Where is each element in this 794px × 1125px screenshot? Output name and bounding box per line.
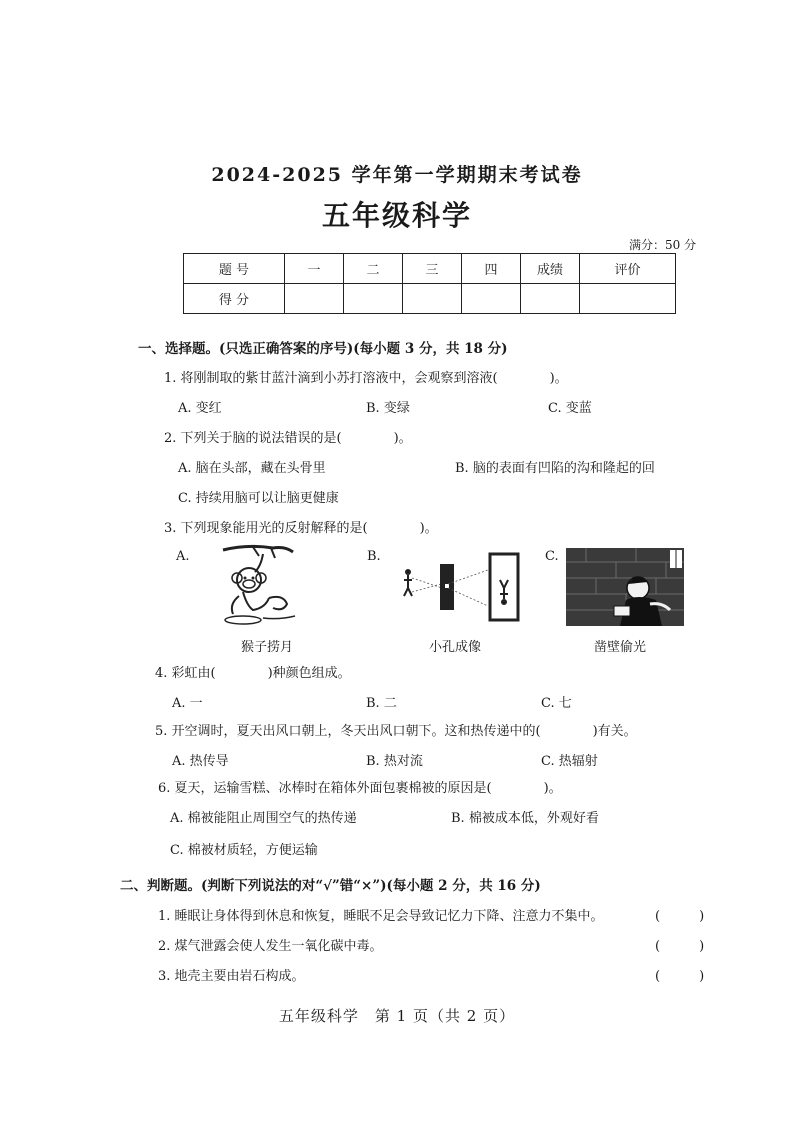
chiseling-wall-illustration [566,548,684,626]
judge-item: 3. 地壳主要由岩石构成。 [158,969,305,984]
score-header-cell: 成绩 [521,254,580,284]
score-row-label: 得 分 [184,284,285,314]
q1-option-a: A. 变红 [178,401,222,416]
q6-option-a: A. 棉被能阻止周围空气的热传递 [170,811,357,826]
score-table [183,253,676,314]
pinhole-imaging-illustration [398,552,526,622]
score-cell [344,284,403,314]
score-cell [521,284,580,314]
score-header-cell: 一 [285,254,344,284]
page-footer: 五年级科学 第 1 页（共 2 页） [278,1007,516,1025]
score-cell [285,284,344,314]
q1-option-c: C. 变蓝 [548,401,592,416]
q4-option-b: B. 二 [366,696,397,711]
score-cell [462,284,521,314]
q5-option-b: B. 热对流 [366,754,423,769]
score-cell [403,284,462,314]
q3-caption-c: 凿壁偷光 [594,640,647,655]
score-header-cell: 评价 [580,254,676,284]
q2-option-c: C. 持续用脑可以让脑更健康 [178,491,339,506]
q3-caption-a: 猴子捞月 [241,640,294,655]
judge-item: 1. 睡眠让身体得到休息和恢复，睡眠不足会导致记忆力下降、注意力不集中。 [158,909,604,924]
q6-option-b: B. 棉被成本低，外观好看 [451,811,599,826]
q6-stem: 6. 夏天，运输雪糕、冰棒时在箱体外面包裹棉被的原因是( )。 [158,781,562,796]
score-header-cell: 题 号 [184,254,285,284]
score-cell [580,284,676,314]
q3-option-a: A. [176,549,190,564]
q1-stem: 1. 将刚制取的紫甘蓝汁滴到小苏打溶液中，会观察到溶液( )。 [164,371,568,386]
q4-stem: 4. 彩虹由( )种颜色组成。 [155,666,351,681]
q6-option-c: C. 棉被材质轻，方便运输 [170,843,318,858]
answer-paren: ( ) [655,909,705,924]
q2-option-b: B. 脑的表面有凹陷的沟和隆起的回 [455,461,655,476]
judge-item: 2. 煤气泄露会使人发生一氧化碳中毒。 [158,939,383,954]
exam-title: 2024-2025 学年第一学期期末考试卷 [211,164,583,186]
q2-option-a: A. 脑在头部，藏在头骨里 [178,461,326,476]
q3-option-c: C. [545,549,559,564]
section1-heading: 一、选择题。(只选正确答案的序号)(每小题 3 分，共 18 分) [138,341,508,357]
q5-option-c: C. 热辐射 [541,754,598,769]
q4-option-a: A. 一 [172,696,203,711]
q3-caption-b: 小孔成像 [429,640,482,655]
q1-option-b: B. 变绿 [366,401,410,416]
q5-stem: 5. 开空调时，夏天出风口朝上，冬天出风口朝下。这和热传递中的( )有关。 [155,724,637,739]
monkey-moon-illustration [213,542,303,628]
score-header-cell: 四 [462,254,521,284]
q3-stem: 3. 下列现象能用光的反射解释的是( )。 [164,521,438,536]
answer-paren: ( ) [655,939,705,954]
exam-subject: 五年级科学 [321,199,472,232]
score-header-cell: 三 [403,254,462,284]
score-header-cell: 二 [344,254,403,284]
q3-option-b: B. [367,549,381,564]
q5-option-a: A. 热传导 [172,754,229,769]
q4-option-c: C. 七 [541,696,572,711]
answer-paren: ( ) [655,969,705,984]
full-mark: 满分：50 分 [629,238,697,252]
q2-stem: 2. 下列关于脑的说法错误的是( )。 [164,431,412,446]
section2-heading: 二、判断题。(判断下列说法的对“√”错“×”)(每小题 2 分，共 16 分) [120,878,541,894]
